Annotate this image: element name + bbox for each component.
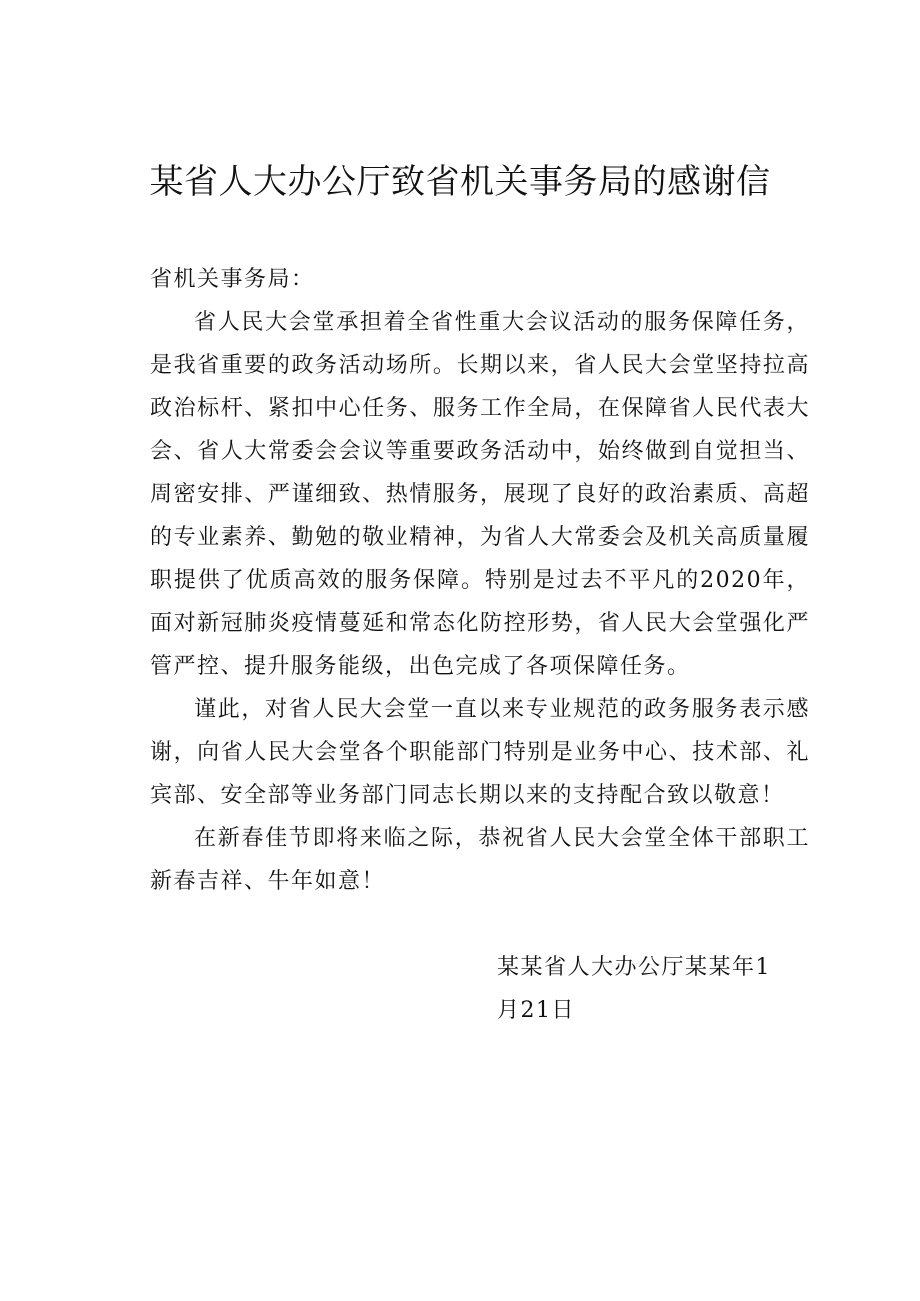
letter-body xyxy=(150,258,810,903)
letter-paragraph-1: 省人民大会堂承担着全省性重大会议活动的服务保障任务，是我省重要的政务活动场所。长期以来，省人民大会堂坚持拉高政治标杆、紧扣中心任务、服务工作全局，在保障省人民代表大会、省人大常委会会议等重要政务活动中，始终做到自觉担当、周密安排、严谨细致、热情服务，展现了良好的政治素质、高超的专业素养、勤勉的敬业精神，为省人大常委会及机关高质量履职提供了优质高效的服务保障。特别是过去不平凡的2020年，面对新冠肺炎疫情蔓延和常态化防控形势，省人民大会堂强化严管严控、提升服务能级，出色完成了各项保障任务。 xyxy=(150,310,810,679)
letter-title: 某省人大办公厅致省机关事务局的感谢信 xyxy=(149,162,771,202)
letter-signature: 某某省人大办公厅某某年1月21日 xyxy=(497,955,771,1023)
letter-paragraph-3: 在新春佳节即将来临之际，恭祝省人民大会堂全体干部职工新春吉祥、牛年如意！ xyxy=(150,826,810,894)
letter-salutation: 省机关事务局： xyxy=(150,267,315,292)
letter-paragraph-2: 谨此，对省人民大会堂一直以来专业规范的政务服务表示感谢，向省人民大会堂各个职能部门特别是业务中心、技术部、礼宾部、安全部等业务部门同志长期以来的支持配合致以敬意！ xyxy=(150,697,810,808)
